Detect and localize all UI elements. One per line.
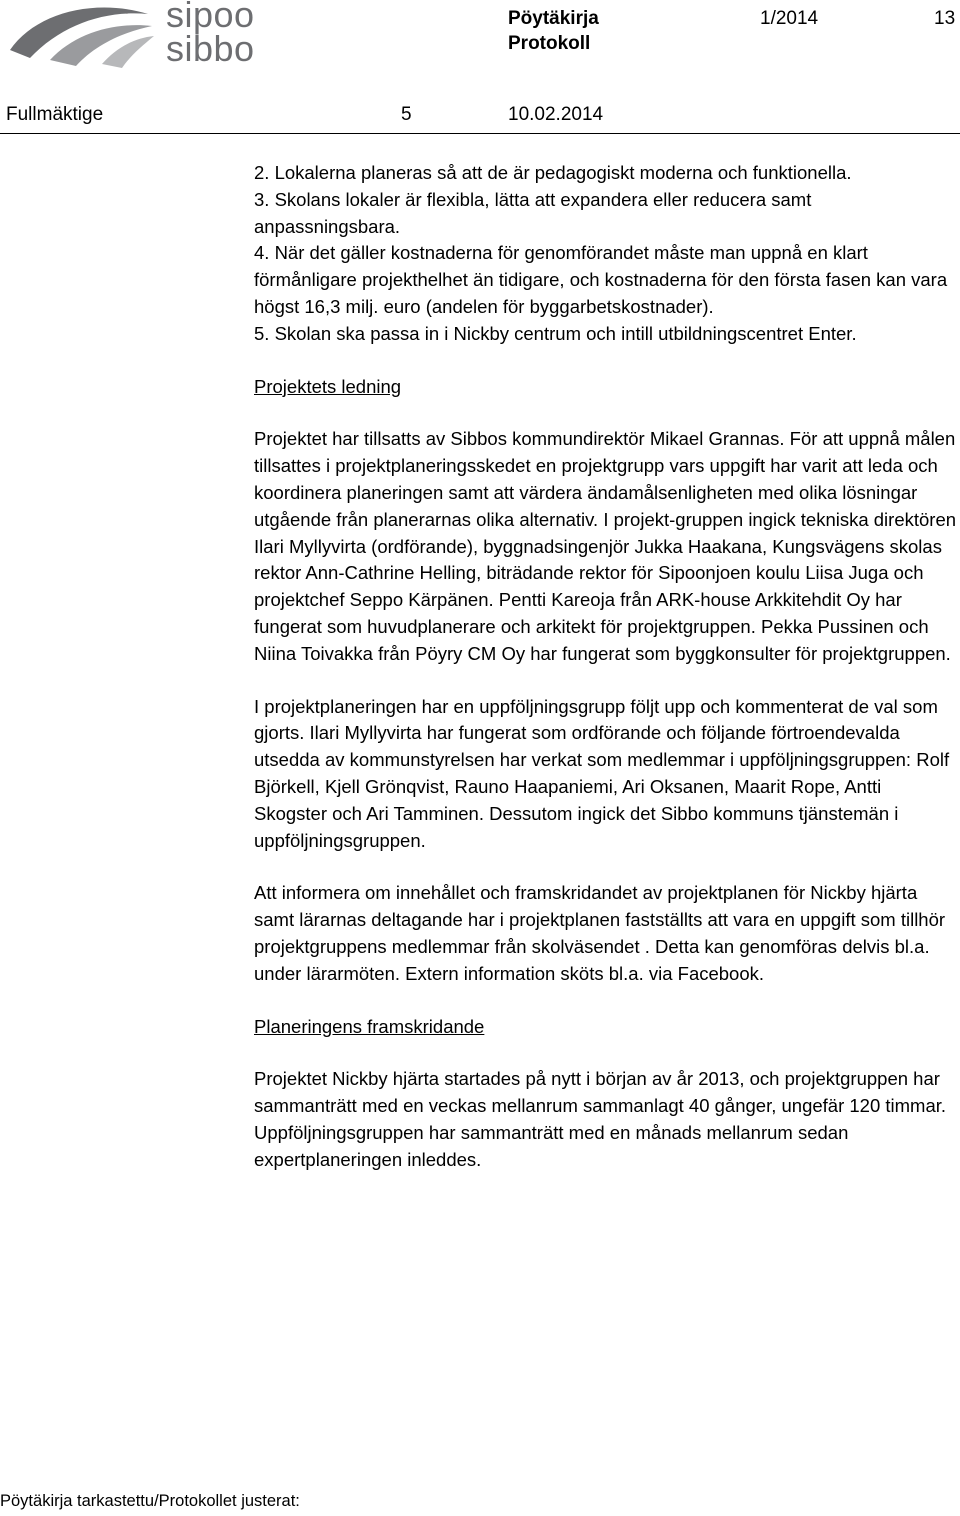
logo-line-2: sibbo <box>166 28 255 69</box>
paragraph: Projektet har tillsatts av Sibbos kommundirektör Mikael Grannas. För att uppnå målen tillsattes i projektplaneringsskedet en projektgrupp vars uppgift har varit att leda och koordinera planeringen samt att värdera ändamålsenligheten med olika lösningar utgående från planerarnas olika alternativ. I projekt-gruppen ingick tekniska direktören Ilari Myllyvirta (ordförande), byggnadsingenjör Jukka Haakana, Kungsvägens skolas rektor Ann-Cathrine Helling, biträdande rektor för Sipoonjoen koulu Liisa Juga och projektchef Seppo Kärpänen. Pentti Kareoja från ARK-house Arkkitehdit Oy har fungerat som huvudplanerare och arkitekt för projektgruppen. Pekka Pussinen och Niina Toivakka från Pöyry CM Oy har fungerat som byggkonsulter för projektgruppen. <box>254 428 957 664</box>
paragraph: Projektet Nickby hjärta startades på nytt i början av år 2013, och projektgruppen har sammanträtt med en veckas mellanrum sammanlagt 40 gånger, ungefär 120 timmar. Uppföljningsgruppen har sammanträtt med en månads mellanrum sedan expertplaneringen inleddes. <box>254 1068 947 1170</box>
document-number: 1/2014 <box>760 8 819 29</box>
body-name: Fullmäktige <box>6 104 104 125</box>
footer-signature-line: Pöytäkirja tarkastettu/Protokollet justerat: <box>0 1492 300 1510</box>
section-number: 5 <box>401 104 412 125</box>
document-body <box>254 160 959 1174</box>
document-type <box>508 6 599 56</box>
sipoo-sibbo-logo <box>6 0 256 70</box>
section-heading: Planeringens framskridande <box>254 1015 485 1037</box>
list-item: 5. Skolan ska passa in i Nickby centrum och intill utbildningscentret Enter. <box>254 322 857 344</box>
header-divider <box>0 133 960 134</box>
page-number: 13 <box>934 8 956 29</box>
paragraph: Att informera om innehållet och framskridandet av projektplanen för Nickby hjärta samt lärarnas deltagande har i projektplanen fastställts att vara en uppgift som tillhör projektgruppens medlemmar från skolväsendet . Detta kan genomföras delvis bl.a. under lärarmöten. Extern information sköts bl.a. via Facebook. <box>254 882 946 984</box>
meeting-date: 10.02.2014 <box>508 104 604 125</box>
logo-line-1: sipoo <box>166 0 255 35</box>
paragraph: I projektplaneringen har en uppföljningsgrupp följt upp och kommenterat de val som gjorts. Ilari Myllyvirta har fungerat som ordförande och följande förtroendevalda utsedda av kommunstyrelsen har verkat som medlemmar i uppföljningsgruppen: Rolf Björkell, Kjell Grönqvist, Rauno Haapaniemi, Ari Oksanen, Maarit Rope, Antti Skogster och Ari Tamminen. Dessutom ingick det Sibbo kommuns tjänstemän i uppföljningsgruppen. <box>254 695 950 851</box>
section-heading: Projektets ledning <box>254 375 402 397</box>
document-type-fi: Pöytäkirja <box>508 8 599 29</box>
list-item: 4. När det gäller kostnaderna för genomförandet måste man uppnå en klart förmånligare projekthelhet än tidigare, och kostnaderna för den första fasen kan vara högst 16,3 milj. euro (andelen för byggarbetskostnader). <box>254 242 948 317</box>
document-type-sv: Protokoll <box>508 33 591 54</box>
logo-wordmark <box>166 0 255 69</box>
logo-mark-icon <box>6 4 156 70</box>
list-item: 2. Lokalerna planeras så att de är pedagogiskt moderna och funktionella. <box>254 162 852 183</box>
list-item: 3. Skolans lokaler är flexibla, lätta att expandera eller reducera samt anpassningsbara. <box>254 188 812 237</box>
